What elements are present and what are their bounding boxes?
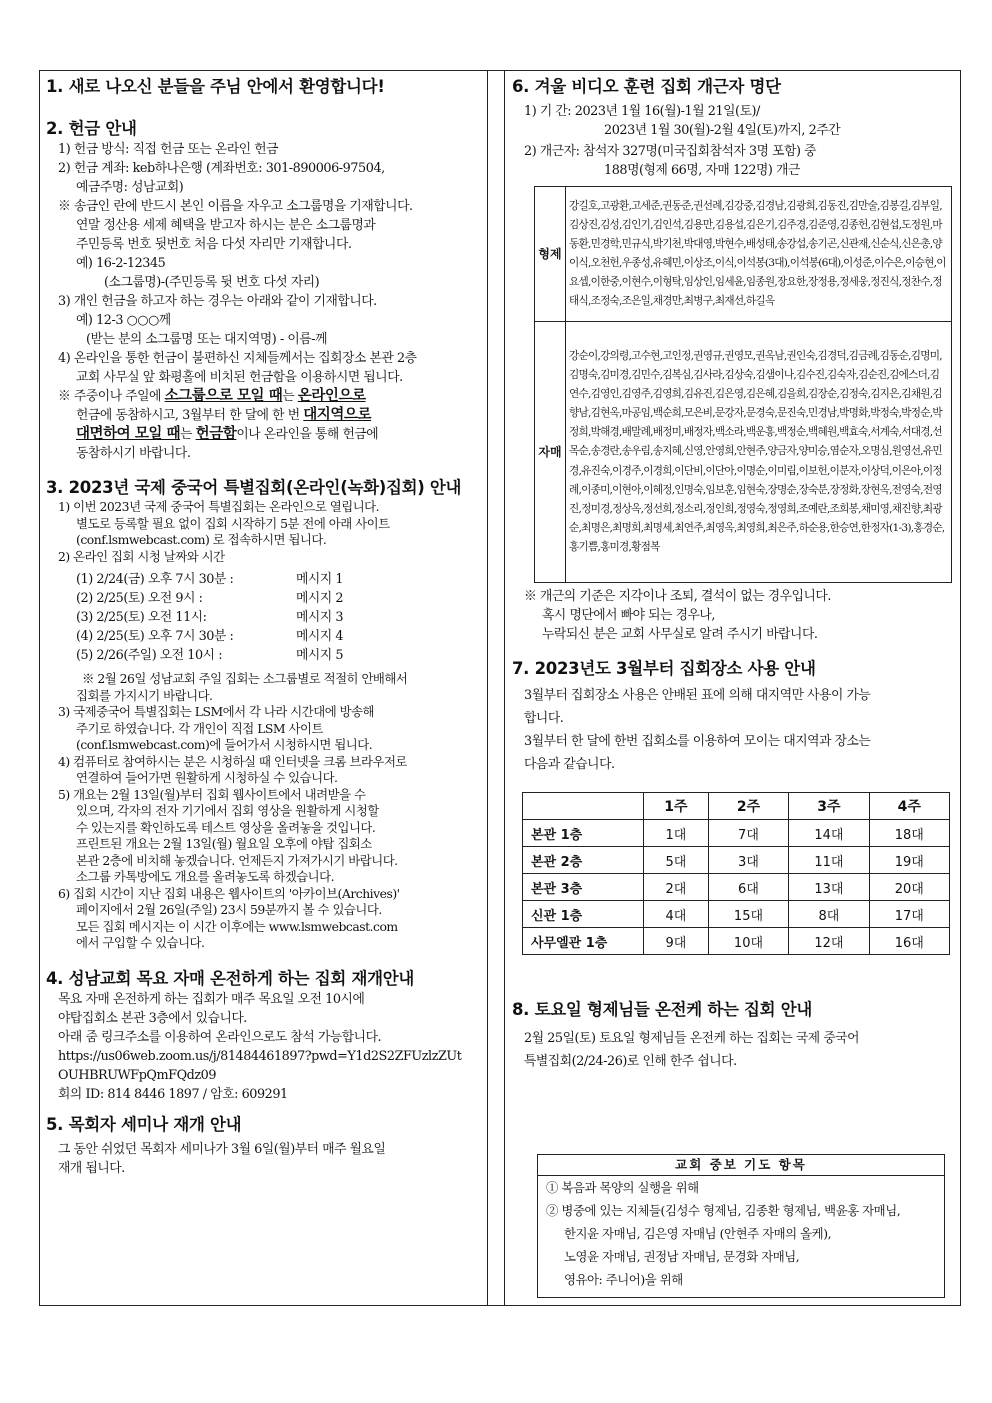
conference-line: 페이지에서 2월 26일(주일) 23시 59분까지 볼 수 있습니다. — [76, 902, 382, 917]
offering-line: 4) 온라인을 통한 헌금이 불편하신 지체들께서는 집회장소 본관 2층 — [58, 351, 417, 366]
offering-line: 예) 12-3 ○○○께 — [76, 313, 171, 328]
conference-line: 모든 집회 메시지는 이 시간 이후에는 www.lsmwebcast.com — [76, 918, 398, 934]
sisters-label: 자매 — [535, 322, 566, 583]
offering-note: 대면하여 모일 때는 헌금함이나 온라인을 통해 헌금에 — [76, 426, 379, 442]
conference-line: 에서 구입할 수 있습니다. — [76, 935, 205, 950]
seminar-line: 재개 됩니다. — [58, 1160, 125, 1176]
schedule-cell: 3대 — [708, 847, 788, 874]
conference-line: 주기로 하였습니다. 각 개인이 직접 LSM 사이트 — [76, 720, 323, 736]
offering-line: 교회 사무실 앞 화평홀에 비치된 헌금함을 이용하시면 됩니다. — [76, 370, 403, 385]
attendance-line: 2023년 1월 30(월)-2월 4일(토)까지, 2주간 — [604, 123, 841, 138]
schedule-header-cell: 4주 — [869, 793, 949, 820]
section-5-title: 5. 목회자 세미나 재개 안내 — [46, 1114, 242, 1134]
column-divider — [487, 70, 505, 1306]
conference-line: (conf.lsmwebcast.com)에 들어가서 시청하시면 됩니다. — [76, 737, 373, 752]
conference-line: 6) 집회 시간이 지난 집회 내용은 웹사이트의 '아카이브(Archives)' — [58, 885, 400, 901]
venue-line: 3월부터 집회장소 사용은 안배된 표에 의해 대지역만 사용이 가능 — [524, 688, 871, 703]
offering-note: ※ 주중이나 주일에 소그룹으로 모일 때는 온라인으로 — [58, 388, 366, 404]
venue-schedule-table — [522, 792, 950, 955]
session-row: (5) 2/26(주일) 오전 10시 : 메시지 5 — [76, 648, 344, 663]
saturday-line: 특별집회(2/24-26)로 인해 한주 쉽니다. — [524, 1054, 737, 1069]
conference-line: (conf.lsmwebcast.com) 로 접속하시면 됩니다. — [76, 532, 327, 547]
conference-line: 집회를 가지시기 바랍니다. — [76, 687, 213, 703]
schedule-row — [523, 928, 950, 955]
schedule-cell: 7대 — [708, 820, 788, 847]
conference-line: 1) 이번 2023년 국제 중국어 특별집회는 온라인으로 열립니다. — [58, 499, 380, 514]
conference-line: ※ 2월 26일 성남교회 주일 집회는 소그룹별로 적절히 안배해서 — [82, 671, 408, 686]
seminar-line: 그 동안 쉬었던 목회자 세미나가 3월 6일(월)부터 매주 월요일 — [58, 1141, 386, 1157]
schedule-cell: 11대 — [789, 847, 869, 874]
schedule-header-cell: 1주 — [644, 793, 709, 820]
thursday-line: 야탑집회소 본관 3층에서 있습니다. — [58, 1010, 247, 1026]
schedule-row — [523, 847, 950, 874]
schedule-cell: 15대 — [708, 901, 788, 928]
right-column — [512, 72, 954, 1073]
section-4-title: 4. 성남교회 목요 자매 온전하게 하는 집회 재개안내 — [46, 968, 415, 988]
offering-line: 3) 개인 헌금을 하고자 하는 경우는 아래와 같이 기재합니다. — [58, 294, 377, 309]
zoom-link[interactable]: https://us06web.zoom.us/j/81484461897?pwd=Y1d2S2ZFUzlzZUt — [58, 1048, 462, 1064]
offering-note: 동참하시기 바랍니다. — [76, 446, 191, 461]
schedule-row — [523, 820, 950, 847]
offering-line: 주민등록 번호 뒷번호 처음 다섯 자리만 기재합니다. — [76, 237, 352, 252]
venue-line: 합니다. — [524, 711, 564, 726]
schedule-venue: 사무엘관 1층 — [523, 928, 644, 955]
session-row: (4) 2/25(토) 오후 7시 30분 : 메시지 4 — [76, 629, 344, 644]
section-2-title: 2. 헌금 안내 — [46, 119, 137, 138]
schedule-cell: 8대 — [789, 901, 869, 928]
offering-line: 2) 헌금 계좌: keb하나은행 (계좌번호: 301-890006-97504, — [58, 161, 385, 176]
prayer-line: 영유아: 주니어)을 위해 — [564, 1272, 683, 1287]
offering-line: ※ 송금인 란에 반드시 본인 이름을 자우고 소그룹명을 기재합니다. — [58, 199, 413, 214]
schedule-cell: 1대 — [644, 820, 709, 847]
section-1-title: 1. 새로 나오신 분들을 주님 안에서 환영합니다! — [46, 77, 385, 96]
prayer-line: ② 병중에 있는 지체들(김성수 형제님, 김종환 형제님, 백윤홍 자매님, — [546, 1203, 901, 1218]
offering-line: 예) 16-2-12345 — [76, 256, 166, 271]
schedule-cell: 10대 — [708, 928, 788, 955]
venue-line: 3월부터 한 달에 한번 집회소를 이용하여 모이는 대지역과 장소는 — [524, 734, 871, 749]
offering-line: (소그룹명)-(주민등록 뒷 번호 다섯 자리) — [104, 275, 320, 290]
schedule-venue: 본관 1층 — [523, 820, 644, 847]
attendance-note: 혹시 명단에서 빠야 되는 경우나, — [542, 608, 715, 623]
offering-line: 예금주명: 성남교회) — [76, 180, 184, 195]
schedule-cell: 19대 — [869, 847, 949, 874]
schedule-venue: 본관 3층 — [523, 874, 644, 901]
schedule-cell: 17대 — [869, 901, 949, 928]
section-8-title: 8. 토요일 형제님들 온전케 하는 집회 안내 — [512, 1000, 813, 1019]
section-3-title: 3. 2023년 국제 중국어 특별집회(온라인(녹화)집회) 안내 — [46, 478, 462, 497]
conference-line: 연결하여 들어가면 원활하게 시청하실 수 있습니다. — [76, 770, 338, 785]
section-6-title: 6. 겨울 비디오 훈련 집회 개근자 명단 — [512, 77, 781, 96]
schedule-venue: 신관 1층 — [523, 901, 644, 928]
schedule-cell: 13대 — [789, 874, 869, 901]
sisters-names: 강순이,강의령,고수현,고인정,권영규,권영모,권옥남,권인숙,김경덕,김금례,김동순,김명미,김명숙,김미경,김민수,김복심,김사라,김상숙,김샘이나,김수진,김숙자,김순진,김에스더,김연수,김영인,김영주,김영희,김유진,김은영,김은혜,김을희,김장순,김정숙,김지은,김채원,김향남,김현옥,마공임,백순희,모은비,문강자,문경숙,문진숙,민경남,박명화,박정숙,박정순,박정희,박해경,배말례,배정미,배정자,백소라,백운홍,백정순,백혜원,백효숙,서계숙,서대경,선목순,송경란,송우림,송지혜,신영,안영희,안현주,양금자,양미승,염순자,오명심,원영선,유민경,유진숙,이경주,이경희,이단비,이단아,이명순,이미림,이보헌,이분자,이상덕,이은아,이정례,이종미,이현아,이혜정,인명숙,임보훈,임현숙,장명순,장숙분,장정화,장현옥,전영숙,전영진,정미경,정상옥,정선희,정소리,정인희,정영숙,정영희,조예란,조희봉,채미영,채진향,최광순,최명은,최명희,최명세,최연주,최영옥,최영희,최은주,하순용,한승연,한정자(1-3),홍경순,홍기쁨,홍미경,황점복 — [566, 322, 952, 583]
schedule-cell: 6대 — [708, 874, 788, 901]
saturday-line: 2월 25일(토) 토요일 형제님들 온전케 하는 집회는 국제 중국어 — [524, 1031, 860, 1046]
schedule-cell: 18대 — [869, 820, 949, 847]
left-column — [46, 72, 482, 1178]
schedule-cell: 9대 — [644, 928, 709, 955]
brothers-row — [535, 187, 952, 322]
conference-line: 5) 개요는 2월 13일(월)부터 집회 웹사이트에서 내려받을 수 — [58, 786, 366, 802]
conference-line: 수 있는지를 확인하도록 테스트 영상을 올려놓을 것입니다. — [76, 819, 376, 835]
conference-line: 4) 컴퓨터로 참여하시는 분은 시청하실 때 인터넷을 크롬 브라우저로 — [58, 753, 407, 769]
zoom-link[interactable]: OUHBRUWFpQmFQdz09 — [58, 1067, 217, 1083]
attendance-line: 1) 기 간: 2023년 1월 16(월)-1월 21일(토)/ — [524, 104, 760, 119]
schedule-cell: 4대 — [644, 901, 709, 928]
schedule-cell: 14대 — [789, 820, 869, 847]
session-row: (1) 2/24(금) 오후 7시 30분 : 메시지 1 — [76, 572, 344, 587]
schedule-cell: 20대 — [869, 874, 949, 901]
schedule-cell: 16대 — [869, 928, 949, 955]
schedule-cell: 5대 — [644, 847, 709, 874]
attendance-line: 2) 개근자: 참석자 327명(미국집회참석자 3명 포함) 중 — [524, 144, 817, 159]
attendee-table — [534, 186, 952, 583]
schedule-header-cell: 2주 — [708, 793, 788, 820]
schedule-header-cell: 3주 — [789, 793, 869, 820]
conference-line: 있으며, 각자의 전자 기기에서 집회 영상을 원활하게 시청할 — [76, 803, 379, 818]
session-row: (2) 2/25(토) 오전 9시 : 메시지 2 — [76, 591, 344, 606]
section-7-title: 7. 2023년도 3월부터 집회장소 사용 안내 — [512, 659, 816, 678]
attendance-line: 188명(형제 66명, 자매 122명) 개근 — [604, 163, 800, 178]
offering-note: 헌금에 동참하시고, 3월부터 한 달에 한 번 대지역으로 — [76, 407, 372, 423]
offering-line: (받는 분의 소그룹명 또는 대지역명) - 이름-께 — [86, 332, 328, 347]
offering-line: 연말 정산용 세제 혜택을 받고자 하시는 분은 소그룹명과 — [76, 218, 376, 233]
schedule-header-row — [523, 793, 950, 820]
prayer-title: 교회 중보 기도 항목 — [538, 1155, 944, 1176]
conference-line: 본관 2층에 비치해 놓겠습니다. 언제든지 가져가시기 바랍니다. — [76, 852, 398, 868]
brothers-names: 강길호,고광환,고세준,권동준,권선례,김강중,김경남,김광희,김동진,김만술,김봉길,김부일,김상진,김성,김인기,김인석,김용만,김용섭,김은기,김주경,김준영,김종헌,김현섭,도정원,마동환,민경학,민규식,박기천,박대영,박현수,배성태,송강섭,송기곤,신관재,신순식,신은총,양이식,오천헌,우종성,유혜민,이상조,이식,이석봉(3대),이석봉(6대),이성준,이수은,이승현,이요셉,이한중,이현수,이형탁,임상인,임세윤,임종원,장요한,장정용,정세웅,정진식,정찬수,정태식,조정숙,조은일,채경만,최병구,최재선,하길옥 — [566, 187, 952, 322]
schedule-cell: 12대 — [789, 928, 869, 955]
prayer-box — [537, 1154, 945, 1298]
prayer-line: 노영윤 자매님, 권정남 자매님, 문경화 자매님, — [564, 1249, 800, 1264]
conference-line: 별도로 등록할 필요 없이 집회 시작하기 5분 전에 아래 사이트 — [76, 515, 390, 531]
schedule-cell: 2대 — [644, 874, 709, 901]
schedule-row — [523, 901, 950, 928]
conference-line: 2) 온라인 집회 시청 날짜와 시간 — [58, 548, 225, 564]
thursday-line: 목요 자매 온전하게 하는 집회가 매주 목요일 오전 10시에 — [58, 991, 365, 1007]
conference-line: 프린트된 개요는 2월 13일(월) 월요일 오후에 야탑 집회소 — [76, 836, 372, 851]
schedule-row — [523, 874, 950, 901]
brothers-label: 형제 — [535, 187, 566, 322]
venue-line: 다음과 같습니다. — [524, 757, 615, 772]
schedule-venue: 본관 2층 — [523, 847, 644, 874]
thursday-line: 아래 줌 링크주소를 이용하여 온라인으로도 참석 가능합니다. — [58, 1029, 382, 1045]
schedule-header-cell — [523, 793, 644, 820]
conference-line: 소그룹 카톡방에도 개요를 올려놓도록 하겠습니다. — [76, 869, 335, 884]
attendance-note: 누락되신 분은 교회 사무실로 알려 주시기 바랍니다. — [542, 627, 818, 642]
session-row: (3) 2/25(토) 오전 11시: 메시지 3 — [76, 610, 344, 625]
sisters-row — [535, 322, 952, 583]
conference-line: 3) 국제중국어 특별집회는 LSM에서 각 나라 시간대에 방송해 — [58, 704, 375, 719]
offering-line: 1) 헌금 방식: 직접 헌금 또는 온라인 헌금 — [58, 142, 279, 157]
attendance-note: ※ 개근의 기준은 지각이나 조퇴, 결석이 없는 경우입니다. — [524, 589, 831, 604]
prayer-line: ① 복음과 목양의 실행을 위해 — [546, 1180, 699, 1195]
prayer-line: 한지윤 자매님, 김은영 자매님 (안현주 자매의 올케), — [564, 1226, 832, 1241]
zoom-meeting-id: 회의 ID: 814 8446 1897 / 암호: 609291 — [58, 1086, 288, 1102]
